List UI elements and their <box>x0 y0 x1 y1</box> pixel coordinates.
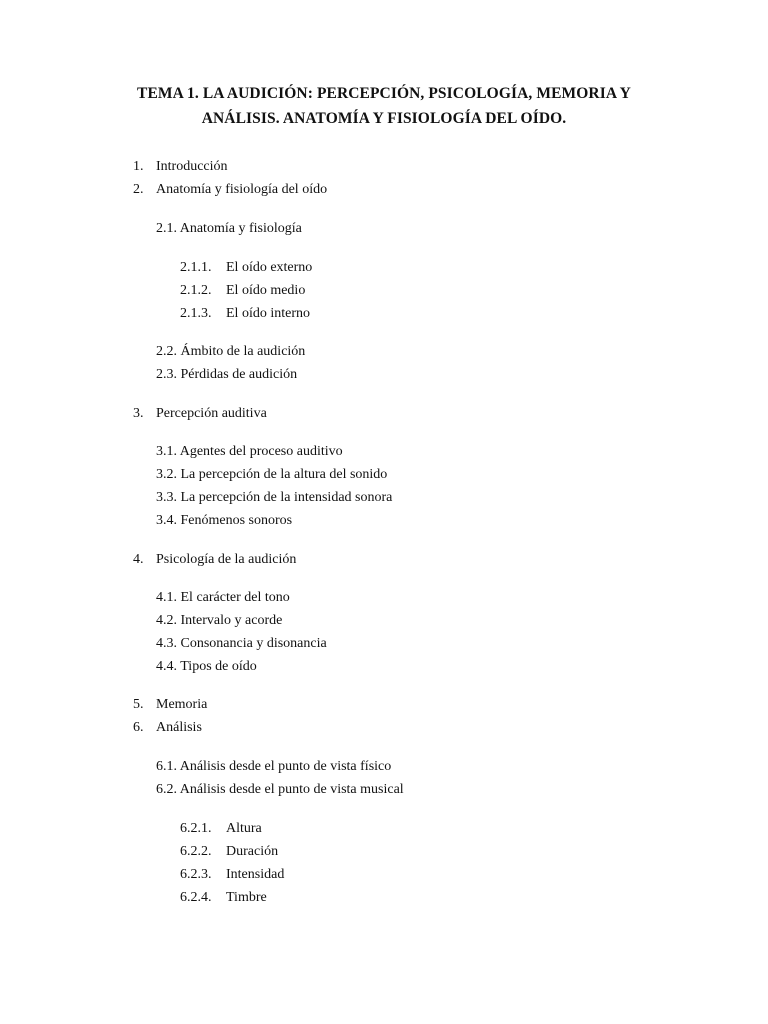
toc-number: 6.2.3. <box>180 867 212 882</box>
toc-label: Percepción auditiva <box>156 406 267 421</box>
toc-label: Anatomía y fisiología del oído <box>156 182 328 197</box>
toc-number: 2. <box>133 182 144 197</box>
toc-label: Altura <box>226 821 262 836</box>
toc-label: 2.3. Pérdidas de audición <box>156 367 298 382</box>
toc-label: Timbre <box>226 890 267 905</box>
toc-number: 2.1.1. <box>180 260 212 275</box>
toc-number: 4. <box>133 552 144 567</box>
toc-label: El oído externo <box>226 260 313 275</box>
toc-label: 3.4. Fenómenos sonoros <box>156 513 293 528</box>
toc-number: 2.1.2. <box>180 283 212 298</box>
toc-label: 6.2. Análisis desde el punto de vista musical <box>156 782 404 797</box>
toc-number: 1. <box>133 159 144 174</box>
toc-label: Duración <box>226 844 279 859</box>
toc-label: 2.2. Ámbito de la audición <box>156 344 306 359</box>
toc-label: 6.1. Análisis desde el punto de vista físico <box>156 759 392 774</box>
toc-label: 3.3. La percepción de la intensidad sonora <box>156 490 393 505</box>
toc-label: 4.3. Consonancia y disonancia <box>156 636 327 651</box>
toc-label: Psicología de la audición <box>156 552 297 567</box>
toc-label: 4.2. Intervalo y acorde <box>156 613 283 628</box>
toc-label: 3.1. Agentes del proceso auditivo <box>156 444 343 459</box>
toc-label: 4.4. Tipos de oído <box>156 659 257 674</box>
toc-number: 5. <box>133 697 144 712</box>
toc-number: 6. <box>133 720 144 735</box>
toc-number: 2.1.3. <box>180 306 212 321</box>
toc-label: 3.2. La percepción de la altura del sonido <box>156 467 388 482</box>
toc-label: El oído medio <box>226 283 306 298</box>
toc-label: 2.1. Anatomía y fisiología <box>156 221 302 236</box>
toc-number: 3. <box>133 406 144 421</box>
document-title-line-1: TEMA 1. LA AUDICIÓN: PERCEPCIÓN, PSICOLOGÍA, MEMORIA Y <box>137 85 631 102</box>
toc-number: 6.2.2. <box>180 844 212 859</box>
toc-label: Memoria <box>156 697 208 712</box>
toc-label: Análisis <box>156 720 202 735</box>
toc-number: 6.2.1. <box>180 821 212 836</box>
toc-label: Introducción <box>156 159 228 174</box>
toc-label: Intensidad <box>226 867 285 882</box>
toc-label: 4.1. El carácter del tono <box>156 590 290 605</box>
document-title-line-2: ANÁLISIS. ANATOMÍA Y FISIOLOGÍA DEL OÍDO. <box>201 110 567 127</box>
toc-label: El oído interno <box>226 306 310 321</box>
toc-number: 6.2.4. <box>180 890 212 905</box>
